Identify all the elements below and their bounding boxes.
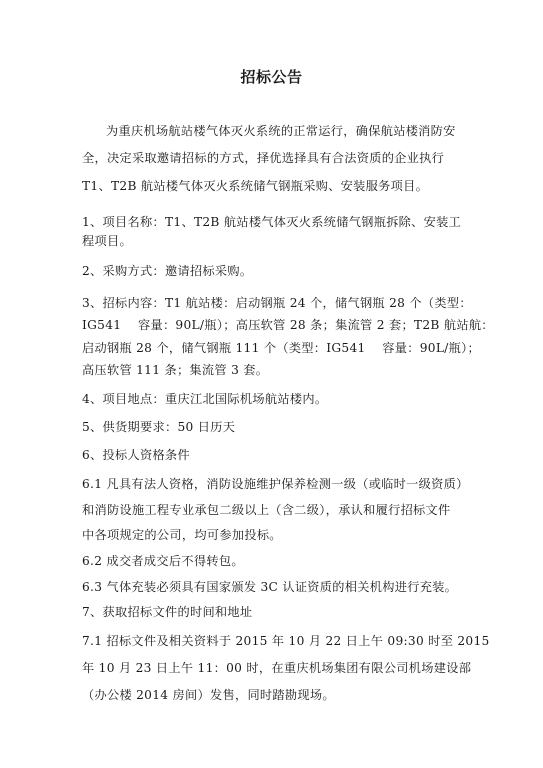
item-7-1-line-1: 7.1 招标文件及相关资料于 2015 年 10 月 22 日上午 09:30 时至 2015 <box>82 634 490 648</box>
item-1-line-1: 1、项目名称：T1、T2B 航站楼气体灭火系统储气钢瓶拆除、安装工 <box>82 215 462 229</box>
item-1-line-2: 程项目。 <box>82 234 132 248</box>
item-4-line: 4、项目地点：重庆江北国际机场航站楼内。 <box>82 392 328 406</box>
item-2-line: 2、采购方式：邀请招标采购。 <box>82 264 253 278</box>
item-6-1-line-2: 和消防设施工程专业承包二级以上（含二级），承认和履行招标文件 <box>82 503 451 517</box>
item-6-3-line: 6.3 气体充装必须具有国家颁发 3C 认证资质的相关机构进行充装。 <box>82 580 458 594</box>
item-7-heading: 7、获取招标文件的时间和地址 <box>82 605 253 619</box>
intro-line-3: T1、T2B 航站楼气体灭火系统储气钢瓶采购、安装服务项目。 <box>82 179 429 193</box>
intro-line-1: 为重庆机场航站楼气体灭火系统的正常运行，确保航站楼消防安 <box>106 124 456 138</box>
item-3-line-4: 高压软管 111 条；集流管 3 套。 <box>82 363 269 377</box>
item-3-line-3: 启动钢瓶 28 个，储气钢瓶 111 个（类型：IG541 容量：90L/瓶）； <box>82 341 480 355</box>
intro-line-2: 全，决定采取邀请招标的方式，择优选择具有合法资质的企业执行 <box>82 151 445 165</box>
item-3-line-1: 3、招标内容：T1 航站楼：启动钢瓶 24 个，储气钢瓶 28 个（类型： <box>82 296 472 310</box>
item-5-line: 5、供货期要求：50 日历天 <box>82 420 236 434</box>
item-6-heading: 6、投标人资格条件 <box>82 448 190 462</box>
item-7-1-line-2: 年 10 月 23 日上午 11：00 时，在重庆机场集团有限公司机场建设部 <box>82 661 472 675</box>
item-7-1-line-3: （办公楼 2014 房间）发售，同时踏勘现场。 <box>82 688 335 702</box>
item-3-line-2: IG541 容量：90L/瓶）；高压软管 28 条；集流管 2 套；T2B 航站航： <box>82 318 494 332</box>
document-title: 招标公告 <box>240 68 303 86</box>
item-6-1-line-3: 中各项规定的公司，均可参加投标。 <box>82 528 282 542</box>
item-6-1-line-1: 6.1 凡具有法人资格，消防设施维护保养检测一级（或临时一级资质） <box>82 477 469 491</box>
item-6-2-line: 6.2 成交者成交后不得转包。 <box>82 554 244 568</box>
